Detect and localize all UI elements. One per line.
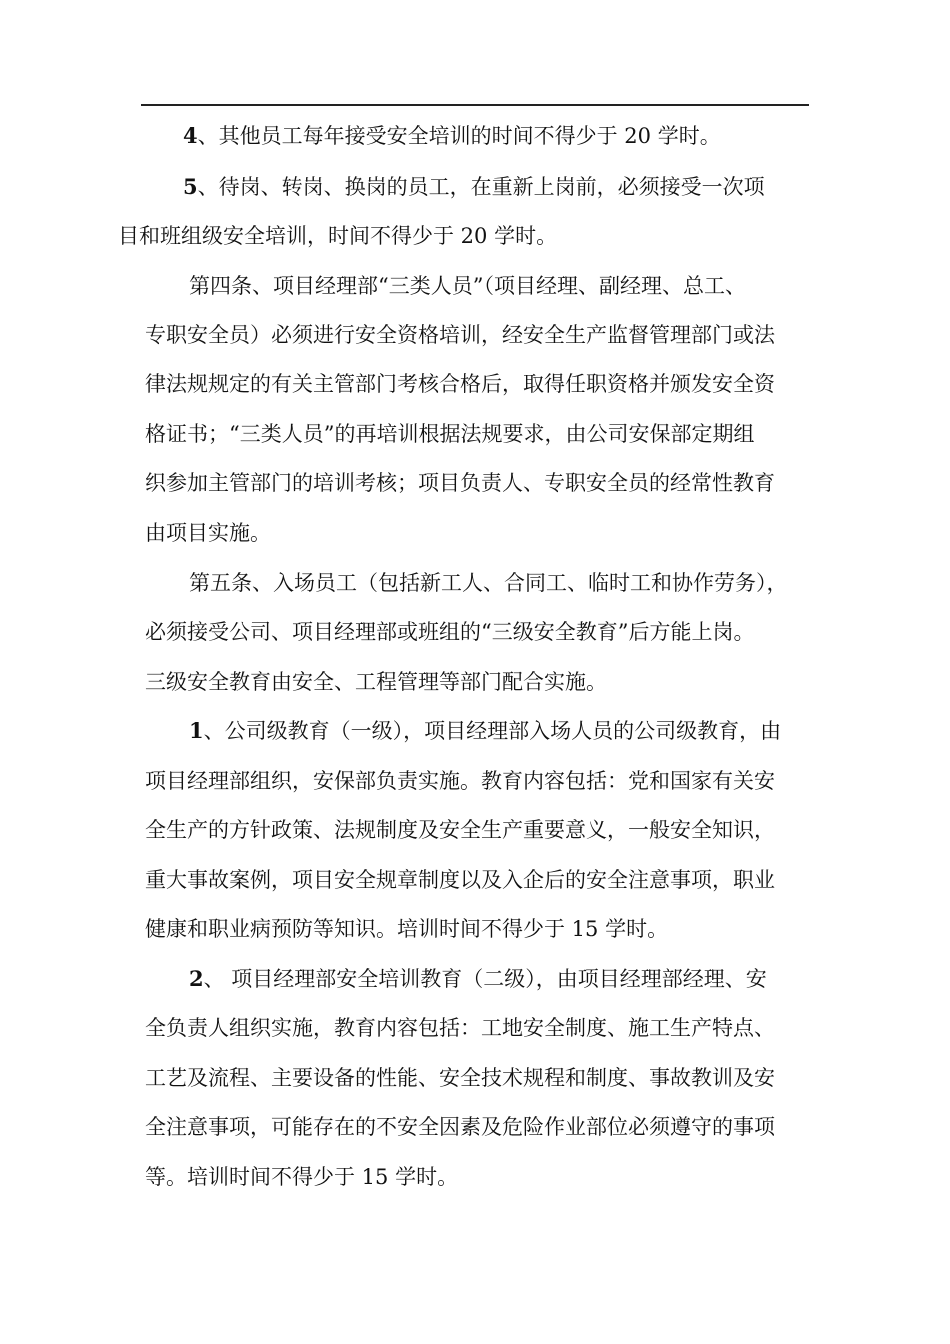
text-line: [189, 964, 767, 994]
line-text: 第四条、项目经理部“三类人员”（项目经理、副经理、总工、: [189, 274, 746, 298]
line-text: 由项目实施。: [145, 521, 271, 545]
text-line: [145, 518, 271, 548]
text-line: [189, 716, 781, 746]
line-text: 、待岗、转岗、换岗的员工，在重新上岗前，必须接受一次项: [197, 175, 765, 199]
text-line: [145, 914, 668, 944]
line-text: 全负责人组织实施，教育内容包括：工地安全制度、施工生产特点、: [145, 1016, 775, 1040]
text-line: [183, 121, 721, 151]
item-number: 4: [183, 123, 198, 148]
item-number: 2: [189, 966, 204, 991]
line-text: 项目经理部组织，安保部负责实施。教育内容包括：党和国家有关安: [145, 769, 775, 793]
text-line: [145, 1162, 458, 1192]
text-line: [183, 172, 765, 202]
line-text: 织参加主管部门的培训考核；项目负责人、专职安全员的经常性教育: [145, 471, 775, 495]
line-text: 、公司级教育（一级），项目经理部入场人员的公司级教育，由: [203, 719, 782, 743]
line-text: 必须接受公司、项目经理部或班组的“三级安全教育”后方能上岗。: [145, 620, 755, 644]
line-text: 重大事故案例，项目安全规章制度以及入企后的安全注意事项，职业: [145, 868, 775, 892]
text-line: [145, 320, 775, 350]
text-line: [145, 865, 775, 895]
item-number: 1: [189, 718, 204, 743]
text-line: [145, 369, 775, 399]
line-text: 格证书；“三类人员”的再培训根据法规要求，由公司安保部定期组: [145, 422, 755, 446]
text-line: [145, 1013, 775, 1043]
text-line: [145, 419, 754, 449]
line-text: 专职安全员）必须进行安全资格培训，经安全生产监督管理部门或法: [145, 323, 775, 347]
line-text: 全注意事项，可能存在的不安全因素及危险作业部位必须遵守的事项: [145, 1115, 775, 1139]
text-line: [118, 221, 557, 251]
line-text: 律法规规定的有关主管部门考核合格后，取得任职资格并颁发安全资: [145, 372, 775, 396]
item-number: 5: [183, 174, 198, 199]
text-line: [145, 766, 775, 796]
line-text: 目和班组级安全培训，时间不得少于 20 学时。: [118, 224, 558, 248]
text-line: [145, 468, 775, 498]
text-line: [189, 568, 788, 598]
line-text: 、其他员工每年接受安全培训的时间不得少于 20 学时。: [197, 124, 721, 148]
text-line: [145, 1063, 775, 1093]
line-text: 健康和职业病预防等知识。培训时间不得少于 15 学时。: [145, 917, 669, 941]
text-line: [145, 1112, 775, 1142]
line-text: 工艺及流程、主要设备的性能、安全技术规程和制度、事故教训及安: [145, 1066, 775, 1090]
line-text: 三级安全教育由安全、工程管理等部门配合实施。: [145, 670, 607, 694]
line-text: 第五条、入场员工（包括新工人、合同工、临时工和协作劳务），: [189, 571, 788, 595]
text-line: [145, 617, 754, 647]
text-line: [145, 815, 775, 845]
line-text: 全生产的方针政策、法规制度及安全生产重要意义，一般安全知识，: [145, 818, 775, 842]
line-text: 等。培训时间不得少于 15 学时。: [145, 1165, 459, 1189]
text-line: [145, 667, 607, 697]
text-line: [189, 271, 746, 301]
line-text: 、 项目经理部安全培训教育（二级），由项目经理部经理、安: [203, 967, 767, 991]
header-rule: [141, 104, 809, 106]
